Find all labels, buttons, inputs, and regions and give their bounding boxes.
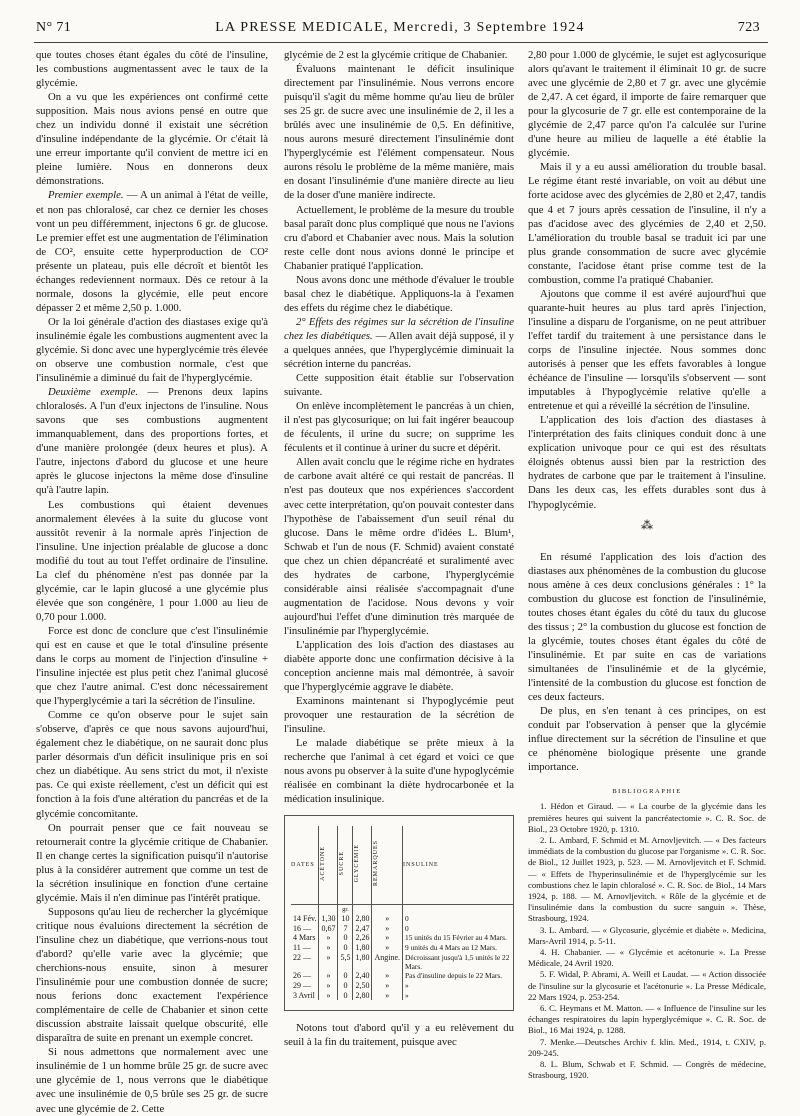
- table-cell: 0: [338, 933, 353, 943]
- bibliography-heading: BIBLIOGRAPHIE: [612, 788, 682, 796]
- paragraph: Le malade diabétique se prête mieux à la recherche que l'animal à cet égard et voici ce que nous avons pu observer à la suite d'une hypoglycémie réalisée en combinant la diète hydrocarbonée et la médication insulinique.: [284, 737, 514, 806]
- table-row: [291, 914, 513, 924]
- table-cell: 2,47: [353, 924, 372, 934]
- header-rule: [34, 42, 768, 43]
- table-cell: »: [405, 990, 409, 1000]
- table-cell: 16 —: [291, 924, 319, 934]
- paragraph: Comme ce qu'on observe pour le sujet sain s'observe, d'après ce que nous savons aujourd'hui, également chez le diabétique, on ne saurait donc plus parler désormais d'un déficit insulinique pris en soi chez un diabétique. Au sens strict du mot, il n'existe pas. Ce qui existe réellement, c'est un déficit qui est fonction à la fois d'une altération du pancréas et de la glycémie concomitante.: [36, 709, 268, 820]
- table-cell: 10: [338, 914, 353, 924]
- table-header: [403, 826, 513, 905]
- column-middle: [284, 48, 514, 1074]
- table-cell: »: [372, 991, 403, 1001]
- bibliography-entry: 2. L. Ambard, F. Schmid et M. Arnovljevitch. — « Des facteurs immédiats de la combustion du glucose par l'organisme ». C. R. Soc. de Biol., 12 Juillet 1923, p. 523. — M. Arnovljevitch et F. Schmid. — « Effets de l'hyperinsulinémie et de l'hyperglycémie sur les combustions chez le lapin chloralosé ». C. R. Soc. de Biol., 14 Mars 1924, p. 188. — M. Arnovljevitch. « Rôle de la glycémie et de l'insulinémie dans la combustion du sucre sanguin ». Thèse, Strasbourg, 1924.: [528, 834, 766, 924]
- table-cell: 3 Avril: [291, 991, 319, 1001]
- table-unit-cell: [372, 904, 403, 914]
- table-cell: 26 —: [291, 971, 319, 981]
- bibliography-entry: 1. Hédon et Giraud. — « La courbe de la glycémie dans les premières heures qui suivent la pancréatectomie ». C. R. Soc. de Biol., 23 Octobre 1920, p. 1310.: [528, 801, 766, 834]
- table-cell: »: [319, 971, 338, 981]
- table-header-label: DATES: [291, 861, 315, 868]
- table-cell: 2,26: [353, 933, 372, 943]
- issue-number: N° 71: [36, 20, 72, 35]
- paragraph: On a vu que les expériences ont confirmé cette supposition. Mais nous avions pensé en outre que chez un individu donné il existait une sécrétion d'insuline indépendante de la glycémie. Or c'était là une erreur importante qu'il convient de mettre ici en pleine lumière. Nous en donnerons deux démonstrations.: [36, 91, 268, 188]
- table-cell: »: [319, 953, 338, 972]
- table-cell: »: [319, 991, 338, 1001]
- table-header-label: GLYCÉMIE: [354, 844, 361, 883]
- paragraph: Notons tout d'abord qu'il y a eu relèvement du seuil à la fin du traitement, puisque avec: [284, 1022, 514, 1049]
- table-row: [291, 971, 513, 981]
- example-one-label: Premier exemple.: [48, 189, 124, 202]
- table-header-label: INSULINE: [403, 861, 439, 868]
- section-two-heading-text: — Allen avait déjà supposé, il y a quelques années, que l'hyperglycémie diminuait la sécrétion interne du pancréas.: [284, 329, 514, 371]
- paragraph: Évaluons maintenant le déficit insulinique directement par l'insulinémie. Nous verrons encore puisqu'il s'agit du même homme qu'au lieu de brûler ses 25 gr. de sucre avec une insulinémie de 2, il les a brûlés avec une insulinémie de 0,5. En définitive, nous aurons mesuré directement l'insulinémie dont l'hyperglycémie est l'élément compensateur. Nous aurons résolu le problème de la même manière, mais en dosant l'insulinémie d'une manière directe au lieu de la doser d'une manière indirecte.: [284, 63, 514, 202]
- paragraph: Force est donc de conclure que c'est l'insulinémie qui est en cause et que le total d'insuline présente dans le corps au moment de l'injection d'insuline + l'insuline injectée est plus petit chez l'animal glucosé que chez l'autre animal. C'est donc nécessairement que l'hyperglycémie a tari la sécrétion de l'insuline.: [36, 624, 268, 708]
- table-cell: Pas d'insuline depuis le 22 Mars.: [405, 971, 503, 981]
- table-unit-cell: gr.: [338, 904, 353, 914]
- table-unit-cell: [403, 904, 513, 914]
- table-cell: 0: [338, 971, 353, 981]
- bibliography-entry: 6. C. Heymans et M. Matton. — « Influence de l'insuline sur les échanges respiratoires du lapin hyperglycémique ». C. R. Soc. de Biol., 16 Mai 1924, p. 1288.: [528, 1002, 766, 1036]
- table-cell: Angine.: [372, 953, 403, 972]
- paragraph: On enlève incomplètement le pancréas à un chien, il n'est pas glycosurique; on lui fait ingérer beaucoup de féculents, il urine du sucre; on supprime les féculents et il continue à uriner du sucre et dépérit.: [284, 400, 514, 455]
- table-cell: »: [372, 943, 403, 953]
- table-cell: 14 Fév.: [291, 914, 319, 924]
- table-cell: 1,30: [319, 914, 338, 924]
- table-cell: »: [319, 943, 338, 953]
- paragraph: 2,80 pour 1.000 de glycémie, le sujet est aglycosurique alors qu'avant le traitement il éliminait 10 gr. de sucre avec une glycémie de 2,80 et 7 gr. avec une glycémie de 2,47. A cet égard, il importe de faire remarquer que pour la glycosurie de 7 gr. elle est contemporaine de la glycémie de 2,47 parce qu'on l'a calculée sur l'urine d'une heure au milieu de laquelle a été établie la glycémie.: [528, 49, 766, 160]
- table-header: [291, 826, 319, 905]
- example-one: [36, 188, 268, 314]
- table-header-label: REMARQUES: [373, 840, 380, 887]
- paragraph: Si nous admettons que normalement avec une insulinémie de 1 un homme brûle 25 gr. de sucre avec une glycémie de 1, nous verrons que le diabétique avec une insulinémie de 0,5 brûle ses 25 gr. de sucre avec une glycémie de 2. Cette: [36, 1046, 268, 1115]
- bibliography-list: [528, 801, 766, 1081]
- table-cell: »: [372, 924, 403, 934]
- table-header-label: SUCRE: [339, 851, 346, 876]
- table-cell: 2,80: [353, 914, 372, 924]
- table-cell: 0,67: [319, 924, 338, 934]
- table-cell: »: [372, 914, 403, 924]
- paragraph: Allen avait conclu que le régime riche en hydrates de carbone avait altéré ce qui restait de pancréas. Il n'est pas douteux que nos expériences s'accordent avec cette interprétation, qu'on pouvait contester dans l'hypothèse de l'abaissement d'un seuil rénal du glucose. Dans le même ordre d'idées L. Blum¹, Schwab et l'un de nous (F. Schmid) avaient constaté que chez un chien dépancréaté et suralimenté avec des hydrates de carbone, l'hyperglycémie considérable ainsi réalisée s'accompagnait d'une augmentation de l'acidose. Nous devons y voir aujourd'hui l'effet d'une diminution très marquée de l'insulinémie par l'hyperglycémie.: [284, 456, 514, 637]
- column-right: [528, 48, 766, 1081]
- table-unit-cell: [353, 904, 372, 914]
- bibliography-entry: 3. L. Ambard. — « Glycosurie, glycémie et diabète ». Medicina, Mars-Avril 1914, p. 5-11.: [528, 924, 766, 946]
- table-row: [291, 991, 513, 1001]
- table-row: [291, 943, 513, 953]
- column-left: [36, 48, 269, 1115]
- paragraph: Mais il y a eu aussi amélioration du trouble basal. Le régime étant resté invariable, on voit au début une forte acidose avec des glycémies de 2,80 et 2,47, tandis que 4 et 7 jours après cessation de l'insuline, il n'y a pas d'acidose avec des glycémies de 2,40 et 2,50. L'amélioration du trouble basal se traduit ici par une plus grande consommation de sucre avec glycémie constante, l'acidose étant prise comme test de la combustion, comme l'a pratiqué Chabanier.: [528, 161, 766, 286]
- section-separator-asterism: ⁂: [641, 517, 653, 532]
- table-cell: 22 —: [291, 953, 319, 972]
- section-two-heading: [284, 315, 514, 371]
- table-header-label: ACÉTONE: [320, 845, 327, 881]
- example-two-text: — Prenons deux lapins chloralosés. A l'un d'eux injectons de l'insuline. Nous savons que ses combustions augmentent immanquablement, dans des proportions fortes, et d'une manière prolongée (deux heures et plus). A l'autre, injectons d'abord du glucose et une heure après le glucose injectons la même dose d'insuline qu'à l'autre lapin.: [36, 386, 269, 497]
- table-cell: 4 Mars: [291, 933, 319, 943]
- example-two-label: Deuxième exemple.: [48, 386, 139, 399]
- table-cell: »: [372, 933, 403, 943]
- clinical-data-table: [291, 826, 513, 1001]
- table-cell: 1,80: [353, 943, 372, 953]
- example-two: [36, 385, 268, 497]
- table-cell: 0: [338, 943, 353, 953]
- table-cell: 0: [405, 914, 409, 924]
- bibliography-entry: 5. F. Widal, P. Abrami, A. Weill et Laudat. — « Action dissociée de l'insuline sur la glycosurie et l'acétonurie ». La Presse Médicale, 22 Mars 1924, p. 253-254.: [528, 969, 766, 1002]
- table-row: [291, 981, 513, 991]
- paragraph: Supposons qu'au lieu de rechercher la glycémique critique nous évaluions directement la sécrétion de l'insuline chez un diabétique, que verrions-nous tout d'abord? qu'elle varie avec la glycémie; que cherchions-nous ensuite, sinon à mesurer l'insulinémie pour une combustion donnée de sucre; nous ferions donc exactement l'expérience complémentaire de celle de Chabanier et sinon cette discussion abstraite laissait quelque obscurité, elle disparaîtra de suite en prenant un exemple concret.: [36, 905, 268, 1045]
- table-cell: 5,5: [338, 953, 353, 972]
- bibliography-entry: 4. H. Chabanier. — « Glycémie et acétonurie ». La Presse Médicale, 24 Avril 1920.: [528, 946, 766, 969]
- paragraph: On pourrait penser que ce fait nouveau se retournerait contre la glycémie critique de Chabanier. Il en change certes la signification puisqu'il n'autorise plus à la considérer autrement que comme un test de la sécrétion insulinique en fonction d'une certaine glycémie. Mais il n'en diminue pas l'intérêt pratique.: [36, 821, 268, 904]
- table-row: [291, 933, 513, 943]
- paragraph: De plus, en s'en tenant à ces principes, on est conduit par l'observation à penser que la glycémie influe directement sur la sécrétion de l'insuline et que ce phénomène biologique présente une grande importance.: [528, 705, 766, 774]
- page-number: 723: [737, 20, 760, 35]
- table-cell: »: [319, 981, 338, 991]
- table-row: [291, 953, 513, 972]
- paragraph: En résumé l'application des lois d'action des diastases aux phénomènes de la combustion du glucose nous amène à ces deux conclusions générales : 1° la combustion du glucose est fonction de l'insulinémie, toutes choses étant égales du côté du taux du glucose des tissus ; 2° la combustion du glucose est fonction de la glycémie, toutes choses étant égales du côté de l'insulinémie. Et par suite en cas de variations simultanées de l'insulinémie et de la glycémie, l'intensité de la combustion du glucose est fonction de ces deux facteurs.: [528, 550, 766, 704]
- table-row: [291, 924, 513, 934]
- table-cell: »: [372, 971, 403, 981]
- table-header: [319, 826, 338, 905]
- paragraph: Actuellement, le problème de la mesure du trouble basal paraît donc plus compliqué que nous ne l'avions cru d'abord et Chabanier avec nous. Mais la solution reste celle dont nous avions donné le principe et Chabanier pratiqué l'application.: [284, 203, 514, 272]
- paragraph: que toutes choses étant égales du côté de l'insuline, les combustions augmentassent avec le taux de la glycémie.: [36, 49, 268, 90]
- table-header: [353, 826, 372, 905]
- table-cell: 29 —: [291, 981, 319, 991]
- table-cell: »: [319, 933, 338, 943]
- table-unit-cell: [291, 904, 319, 914]
- table-cell: 0: [405, 923, 409, 933]
- paragraph: L'application des lois d'action des diastases à l'interprétation des faits cliniques conduit donc à une explication univoque pour ce qui est des résultats éloignés obtenus aussi bien par la restriction des hydrates de carbone que par le traitement à l'insuline. Dans les deux cas, les effets durables sont dus à l'hypoglycémie.: [528, 414, 766, 511]
- table-unit-cell: [319, 904, 338, 914]
- table-cell: 1,80: [353, 953, 372, 972]
- paragraph: Cette supposition était établie sur l'observation suivante.: [284, 372, 514, 399]
- table-cell: 0: [338, 981, 353, 991]
- table-cell: 15 unités du 15 Février au 4 Mars.: [405, 933, 507, 943]
- paragraph: Les combustions qui étaient devenues anormalement élevées à la suite du glucose vont aussitôt revenir à la normale après l'injection de l'insuline. Une injection préalable de glucose a donc modifié du tout au tout l'effet ordinaire de l'insuline. La clef du phénomène n'est pas donnée par la glycémie, car le lapin glucosé a une glycémie plus élevée que son congénère, 1 pour 1.000 au lieu de 0,70 pour 1.000.: [36, 498, 268, 623]
- paragraph: Ajoutons que comme il est avéré aujourd'hui que quarante-huit heures au plus tard après l'injection, l'insuline a disparu de l'organisme, on ne peut attribuer l'effet tardif du traitement à une persistance dans le corps de l'insuline injectée. Nous sommes donc autorisés à penser que les effets favorables à longue échéance de l'insuline — lorsqu'ils s'observent — sont imputables à l'hypoglycémie relative qu'elle a entretenue et qui a réveillé la sécrétion de l'insuline.: [528, 287, 766, 413]
- table-cell: 11 —: [291, 943, 319, 953]
- table-cell: »: [372, 981, 403, 991]
- example-one-text: — A un animal à l'état de veille, et non pas chloralosé, car chez ce dernier les choses vont un peu différemment, injectons 6 gr. de glucose. Le premier effet est une augmentation de l'élimination de CO², ensuite cette hyperproduction de CO² présente un plateau, puis elle décroît et bientôt les échanges redeviennent normaux. Dès ce retour à la normale, dosons la glycémie, elle peut encore dépasser 2 et même 2,50 p. 1.000.: [36, 189, 268, 314]
- table-cell: 0: [338, 991, 353, 1001]
- paragraph: glycémie de 2 est la glycémie critique de Chabanier.: [284, 49, 508, 61]
- table-cell: 2,80: [353, 991, 372, 1001]
- table-header: [338, 826, 353, 905]
- running-title: LA PRESSE MEDICALE, Mercredi, 3 Septembre 1924: [215, 20, 585, 35]
- clinical-table-frame: [284, 815, 514, 1012]
- paragraph: Or la loi générale d'action des diastases exige qu'à insulinémie égale les combustions augmentent avec la glycémie. Si donc avec une hyperglycémie très élevée on observe une combustion normale, c'est que l'insulinémie a diminué du fait de l'hyperglycémie.: [36, 315, 268, 385]
- section-two-heading-label: 2° Effets des régimes sur la sécrétion de l'insuline chez les diabétiques.: [284, 315, 514, 342]
- paragraph: L'application des lois d'action des diastases au diabète apporte donc une confirmation décisive à la conception ancienne mais mal démontrée, à savoir que l'hyperglycémie aggrave le diabète.: [284, 638, 514, 694]
- paragraph: Nous avons donc une méthode d'évaluer le trouble basal chez le diabétique. Appliquons-la à l'examen des effets du régime chez le diabétique.: [284, 273, 514, 314]
- bibliography-entry: 8. L. Blum, Schwab et F. Schmid. — Congrès de médecine, Strasbourg, 1920.: [528, 1058, 766, 1081]
- table-cell: 7: [338, 924, 353, 934]
- bibliography-entry: 7. Menke.—Deutsches Archiv f. klin. Med., 1914, t. CXIV, p. 209-245.: [528, 1036, 766, 1058]
- table-header: [372, 826, 403, 905]
- table-cell: 9 unités du 4 Mars au 12 Mars.: [405, 942, 498, 952]
- table-cell: 2,50: [353, 981, 372, 991]
- table-cell: »: [405, 980, 409, 990]
- paragraph: Examinons maintenant si l'hypoglycémie peut provoquer une restauration de la sécrétion de l'insuline.: [284, 695, 514, 736]
- table-cell: 2,40: [353, 971, 372, 981]
- table-cell: Décroissant jusqu'à 1,5 unités le 22 Mars.: [405, 952, 510, 971]
